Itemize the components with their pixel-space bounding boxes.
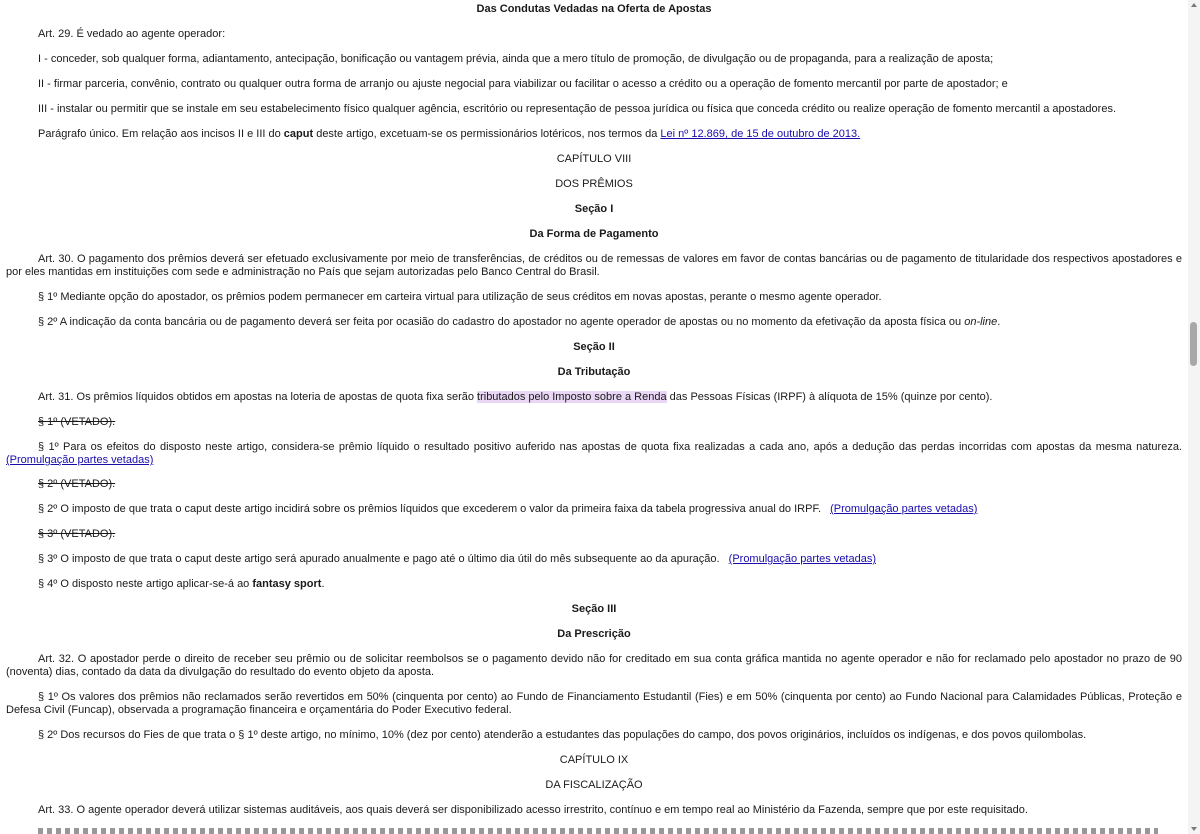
- promulgacao-link-1[interactable]: (Promulgação partes vetadas): [6, 454, 154, 466]
- secao-iii-subtitle: Da Prescrição: [557, 628, 631, 640]
- highlighted-text: tributados pelo Imposto sobre a Renda: [477, 391, 667, 403]
- lei-12869-link[interactable]: Lei nº 12.869, de 15 de outubro de 2013.: [660, 128, 861, 140]
- chapter-ix-title: CAPÍTULO IX: [559, 754, 629, 766]
- secao-ii-subtitle: Da Tributação: [557, 366, 631, 378]
- art-32-caput: Art. 32. O apostador perde o direito de receber seu prêmio ou de solicitar reembolsos se o pagamento devido não for creditado em sua conta gráfica mantida no agente operador e não for reclamado pelo apostador no prazo de 90 (noventa) dias, contado da data da divulgação do resultado do evento objeto da aposta.: [6, 653, 1182, 678]
- art-29-inciso-iii: III - instalar ou permitir que se instale em seu estabelecimento físico qualquer agência, escritório ou representação de pessoa jurídica ou física que conceda crédito ou realize operação de fomento mercantil a apostadores.: [38, 103, 1116, 115]
- art-31-paragrafo-3: § 3º O imposto de que trata o caput deste artigo será apurado anualmente e pago até o último dia útil do mês subsequente ao da apuração. (Promulgação partes vetadas): [38, 553, 877, 565]
- art-32-paragrafo-2: § 2º Dos recursos do Fies de que trata o § 1º deste artigo, no mínimo, 10% (dez por cento) atenderão a estudantes das populações do campo, dos povos originários, incluídos os indígenas, e dos povos quilombolas.: [38, 729, 1087, 741]
- art-30-paragrafo-1: § 1º Mediante opção do apostador, os prêmios podem permanecer em carteira virtual para utilização de seus créditos em novas apostas, perante o mesmo agente operador.: [38, 291, 882, 303]
- art-31-paragrafo-2: § 2º O imposto de que trata o caput deste artigo incidirá sobre os prêmios líquidos que excederem o valor da primeira faixa da tabela progressiva anual do IRPF. (Promulgação partes vetadas): [38, 503, 978, 515]
- secao-i-subtitle: Da Forma de Pagamento: [529, 228, 659, 240]
- chapter-ix-subtitle: DA FISCALIZAÇÃO: [545, 779, 643, 791]
- art-31-paragrafo-1: § 1º Para os efeitos do disposto neste artigo, considera-se prêmio líquido o resultado positivo auferido nas apostas de quota fixa realizadas a cada ano, após a dedução das perdas incorridas com apostas da mesma natureza. (Promulgação partes vetadas): [6, 441, 1182, 466]
- art-31-paragrafo-4: § 4º O disposto neste artigo aplicar-se-á ao fantasy sport.: [38, 578, 325, 590]
- art-33-caput: Art. 33. O agente operador deverá utilizar sistemas auditáveis, aos quais deverá ser disponibilizado acesso irrestrito, contínuo e em tempo real ao Ministério da Fazenda, sempre que por este requisitado.: [38, 804, 1028, 816]
- art-32-paragrafo-1: § 1º Os valores dos prêmios não reclamados serão revertidos em 50% (cinquenta por cento) ao Fundo de Financiamento Estudantil (Fies) e em 50% (cinquenta por cento) ao Fundo Nacional para Calamidades Públicas, Proteção e Defesa Civil (Funcap), observada a programação financeira e orçamentária do Poder Executivo federal.: [6, 691, 1182, 716]
- secao-i-title: Seção I: [574, 203, 614, 215]
- promulgacao-link-2[interactable]: (Promulgação partes vetadas): [830, 503, 978, 515]
- art-30-paragrafo-2: § 2º A indicação da conta bancária ou de pagamento deverá ser feita por ocasião do cadastro do apostador no agente operador de apostas ou no momento da efetivação da aposta física ou on-line.: [38, 316, 1001, 328]
- scroll-thumb[interactable]: [1190, 322, 1197, 366]
- art-31-caput: Art. 31. Os prêmios líquidos obtidos em apostas na loteria de apostas de quota fixa serão tributados pelo Imposto sobre a Renda das Pessoas Físicas (IRPF) à alíquota de 15% (quinze por cento).: [38, 391, 993, 403]
- fantasy-sport-term: fantasy sport: [252, 578, 322, 590]
- art-31-paragrafo-2-vetado: § 2º (VETADO).: [38, 478, 116, 490]
- art-29-paragrafo-unico: Parágrafo único. Em relação aos incisos II e III do caput deste artigo, excetuam-se os permissionários lotéricos, nos termos da Lei nº 12.869, de 15 de outubro de 2013.: [38, 128, 861, 140]
- chapter-viii-title: CAPÍTULO VIII: [556, 153, 632, 165]
- scroll-down-arrow-icon[interactable]: [1191, 827, 1197, 831]
- next-paragraph-fragment: [38, 828, 1158, 834]
- secao-iii-title: Seção III: [571, 603, 617, 615]
- art-30-caput: Art. 30. O pagamento dos prêmios deverá ser efetuado exclusivamente por meio de transferências, de créditos ou de remessas de valores em favor de contas bancárias ou de pagamento de titularidade dos respectivos apostadores e por eles mantidas em instituições com sede e administração no País que sejam autorizadas pelo Banco Central do Brasil.: [6, 253, 1182, 278]
- promulgacao-link-3[interactable]: (Promulgação partes vetadas): [728, 553, 877, 565]
- art-29-inciso-i: I - conceder, sob qualquer forma, adiantamento, antecipação, bonificação ou vantagem prévia, ainda que a mero título de promoção, de divulgação ou de propaganda, para a realização de aposta;: [38, 53, 994, 65]
- art-29-caput: Art. 29. É vedado ao agente operador:: [38, 28, 226, 40]
- chapter-viii-subtitle: DOS PRÊMIOS: [555, 178, 633, 190]
- art-31-paragrafo-3-vetado: § 3º (VETADO).: [38, 528, 116, 540]
- art-31-paragrafo-1-vetado: § 1º (VETADO).: [38, 416, 116, 428]
- caput-term: caput: [283, 128, 314, 140]
- vertical-scrollbar[interactable]: [1188, 0, 1200, 834]
- scroll-up-arrow-icon[interactable]: [1191, 3, 1197, 7]
- section-heading: Das Condutas Vedadas na Oferta de Apostas: [476, 3, 712, 15]
- art-29-inciso-ii: II - firmar parceria, convênio, contrato ou qualquer outra forma de arranjo ou ajuste negocial para viabilizar ou facilitar o acesso a crédito ou a operação de fomento mercantil por parte de apostador; e: [38, 78, 1008, 90]
- secao-ii-title: Seção II: [573, 341, 615, 353]
